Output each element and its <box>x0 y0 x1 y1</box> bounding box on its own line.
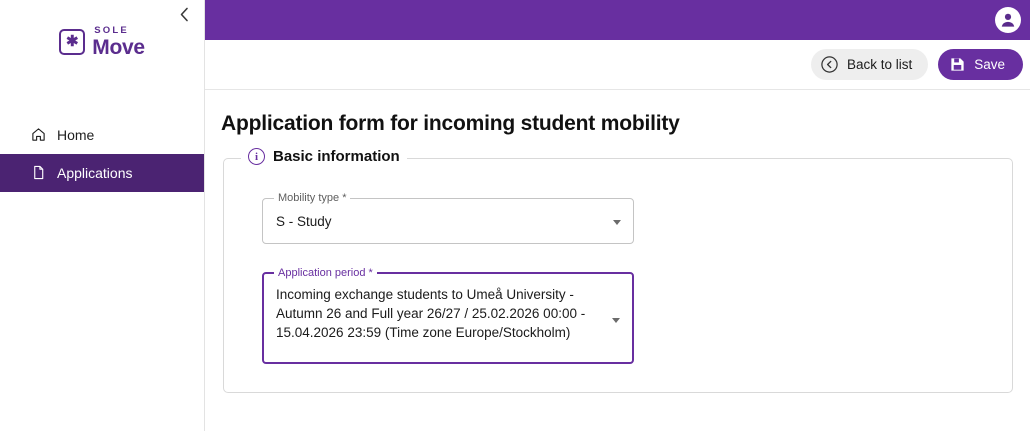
logo-text-bottom: Move <box>92 35 145 59</box>
mobility-type-label-text: Mobility type <box>278 192 340 204</box>
user-account-button[interactable] <box>995 7 1021 33</box>
sidebar-item-label: Home <box>57 126 95 143</box>
application-period-label <box>274 267 377 279</box>
top-bar <box>205 0 1030 40</box>
chevron-left-icon <box>178 7 191 22</box>
mobility-type-label <box>274 192 350 204</box>
required-marker: * <box>342 192 347 204</box>
save-disk-icon <box>949 56 966 73</box>
main-area <box>205 0 1030 431</box>
chevron-down-icon[interactable] <box>612 318 620 323</box>
save-button[interactable] <box>938 49 1023 80</box>
content-area <box>205 90 1030 393</box>
application-period-label-text: Application period <box>278 267 366 279</box>
logo-text-top: SOLE <box>94 25 129 36</box>
required-marker: * <box>368 267 373 279</box>
sidebar-item-label: Applications <box>57 164 133 181</box>
mobility-type-select[interactable] <box>262 192 634 244</box>
user-account-icon <box>997 9 1019 31</box>
page-title: Application form for incoming student mobility <box>221 112 680 135</box>
basic-information-card <box>223 148 1013 393</box>
section-legend <box>241 148 407 165</box>
back-to-list-button[interactable] <box>811 49 928 80</box>
sidebar-collapse-button[interactable] <box>172 2 196 26</box>
back-to-list-label: Back to list <box>846 57 913 72</box>
section-legend-label: Basic information <box>273 148 400 165</box>
logo-mark-icon <box>59 29 85 55</box>
application-period-value: Incoming exchange students to Umeå University - Autumn 26 and Full year 26/27 / 25.02.2026 00:00 - 15.04.2026 23:59 (Time zone Europe/Stockholm) <box>276 287 586 340</box>
back-circle-icon <box>820 55 839 74</box>
mobility-type-value: S - Study <box>276 214 332 229</box>
sidebar-nav <box>0 116 204 192</box>
info-icon: i <box>248 148 265 165</box>
home-icon <box>30 127 46 143</box>
action-bar <box>205 40 1030 90</box>
logo-mark-glyph: ✱ <box>65 33 79 51</box>
sidebar-item-home[interactable] <box>0 116 204 154</box>
chevron-down-icon[interactable] <box>613 220 621 225</box>
sidebar <box>0 0 205 431</box>
document-icon <box>30 165 46 181</box>
save-label: Save <box>974 57 1005 72</box>
sidebar-item-applications[interactable] <box>0 154 204 192</box>
application-period-select[interactable] <box>262 267 634 364</box>
